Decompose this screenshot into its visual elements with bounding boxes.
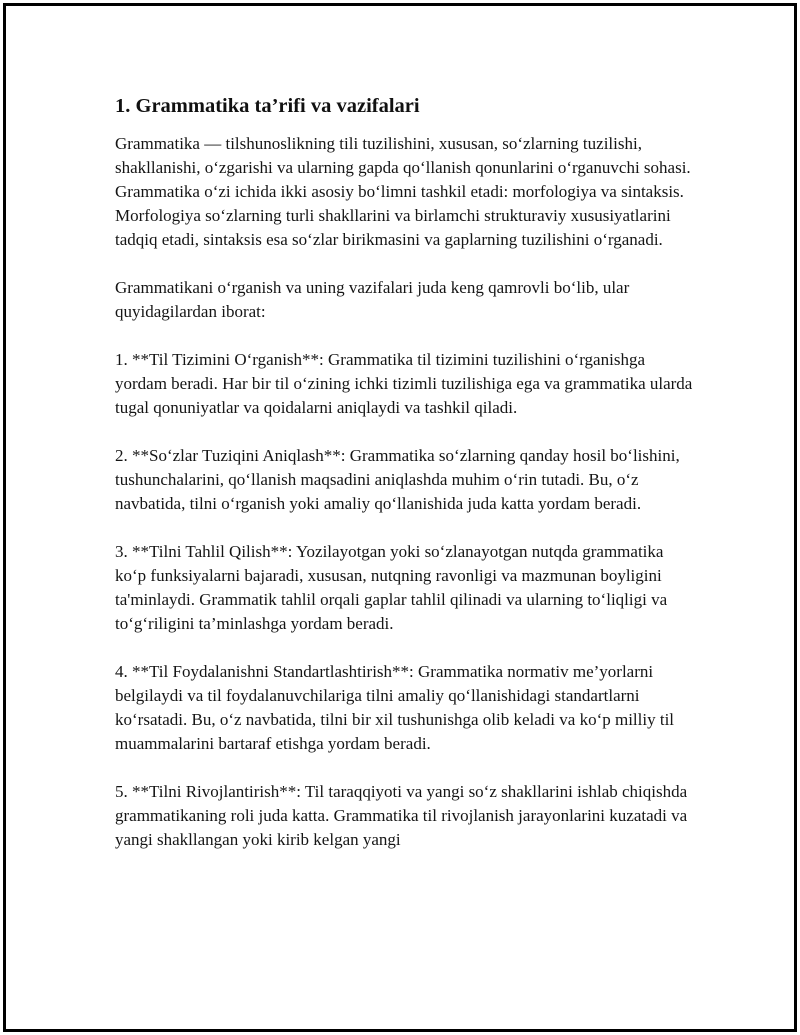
document-body: [115, 92, 695, 876]
list-item-3: 3. **Tilni Tahlil Qilish**: Yozilayotgan yoki so‘zlanayotgan nutqda grammatika ko‘p funksiyalarni bajaradi, xususan, nutqning ravonligi va mazmunan boyligini ta'minlaydi. Grammatik tahlil orqali gaplar tahlil qilinadi va ularning to‘liqligi va to‘g‘riligini ta’minlashga yordam beradi.: [115, 542, 668, 633]
paragraph-intro-list: Grammatikani o‘rganish va uning vazifalari juda keng qamrovli bo‘lib, ular quyidagilardan iborat:: [115, 278, 630, 321]
paragraph-definition: Grammatika — tilshunoslikning tili tuzilishini, xususan, so‘zlarning tuzilishi, shakllanishi, o‘zgarishi va ularning gapda qo‘llanish qonunlarini o‘rganuvchi sohasi. Grammatika o‘zi ichida ikki asosiy bo‘limni tashkil etadi: morfologiya va sintaksis. Morfologiya so‘zlarning turli shakllarini va birlamchi strukturaviy xususiyatlarini tadqiq etadi, sintaksis esa so‘zlar birikmasini va gaplarning tuzilishini o‘rganadi.: [115, 134, 691, 249]
list-item-5: 5. **Tilni Rivojlantirish**: Til taraqqiyoti va yangi so‘z shakllarini ishlab chiqishda grammatikaning roli juda katta. Grammatika til rivojlanish jarayonlarini kuzatadi va yangi shakllangan yoki kirib kelgan yangi: [115, 782, 688, 849]
section-heading: 1. Grammatika ta’rifi va vazifalari: [115, 95, 420, 117]
list-item-1: 1. **Til Tizimini O‘rganish**: Grammatika til tizimini tuzilishini o‘rganishga yordam beradi. Har bir til o‘zining ichki tizimli tuzilishiga ega va grammatika ularda tugal qonuniyatlar va qoidalarni aniqlaydi va tashkil qiladi.: [115, 350, 693, 417]
list-item-4: 4. **Til Foydalanishni Standartlashtirish**: Grammatika normativ me’yorlarni belgilaydi va til foydalanuvchilariga tilni amaliy qo‘llanishidagi standartlarni ko‘rsatadi. Bu, o‘z navbatida, tilni bir xil tushunishga olib keladi va ko‘p milliy til muammalarini bartaraf etishga yordam beradi.: [115, 662, 675, 753]
list-item-2: 2. **So‘zlar Tuziqini Aniqlash**: Grammatika so‘zlarning qanday hosil bo‘lishini, tushunchalarini, qo‘llanish maqsadini aniqlashda muhim o‘rin tutadi. Bu, o‘z navbatida, tilni o‘rganish yoki amaliy qo‘llanishida juda katta yordam beradi.: [115, 446, 680, 513]
